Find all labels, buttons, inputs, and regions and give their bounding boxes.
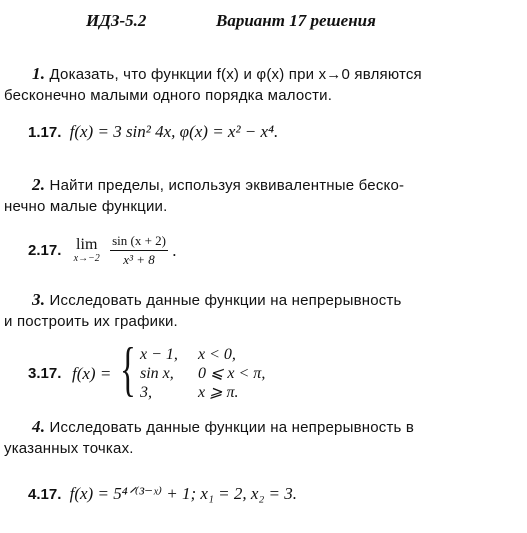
case-1 <box>140 345 400 364</box>
fraction-denominator: x³ + 8 <box>123 252 155 267</box>
limit-word: lim <box>76 235 98 253</box>
case-1-expr: x − 1, <box>140 346 178 363</box>
variant-title: Вариант 17 решения <box>216 11 376 30</box>
task-3-line-2: и построить их графики. <box>4 313 178 330</box>
task-3 <box>4 289 524 332</box>
task-3-line-1: Исследовать данные функции на непрерывность <box>49 292 402 309</box>
limit-fraction <box>110 233 168 268</box>
problem-3-17-label: 3.17. <box>28 365 62 382</box>
problem-4-17-expression: f(x) = 5⁴ᐟ⁽³⁻ˣ⁾ + 1; x₁ = 2, x₂ = 3. <box>69 484 297 503</box>
case-3 <box>140 383 400 402</box>
case-3-condition: x ⩾ π. <box>198 384 239 401</box>
task-2 <box>4 174 524 217</box>
task-1-line-2: бесконечно малыми одного порядка малости. <box>4 87 333 104</box>
case-3-expr: 3, <box>140 384 152 401</box>
task-3-number: 3. <box>32 290 46 309</box>
piecewise-cases <box>140 345 400 402</box>
case-2-expr: sin x, <box>140 365 174 382</box>
limit-subscript: x→−2 <box>73 252 100 264</box>
case-2 <box>140 364 400 383</box>
task-2-line-1: Найти пределы, используя эквивалентные беско- <box>49 177 405 194</box>
problem-2-17 <box>28 233 176 269</box>
task-4-line-1: Исследовать данные функции на непрерывность в <box>49 419 415 436</box>
task-2-number: 2. <box>32 175 46 194</box>
piecewise-lhs: f(x) = <box>72 364 112 383</box>
problem-1-17-expression: f(x) = 3 sin² 4x, φ(x) = x² − x⁴. <box>69 122 279 141</box>
task-1 <box>4 63 524 106</box>
case-1-condition: x < 0, <box>198 346 236 363</box>
task-4 <box>4 416 524 459</box>
problem-2-17-label: 2.17. <box>28 242 62 259</box>
task-4-line-2: указанных точках. <box>4 440 134 457</box>
problem-2-17-end: . <box>172 240 177 260</box>
task-4-number: 4. <box>32 417 46 436</box>
problem-1-17-label: 1.17. <box>28 124 62 141</box>
task-2-line-2: нечно малые функции. <box>4 198 168 215</box>
page-title: ИДЗ-5.2 <box>86 11 147 30</box>
task-1-line-1: Доказать, что функции f(x) и φ(x) при x→0 являются <box>49 66 422 83</box>
problem-4-17-label: 4.17. <box>28 486 62 503</box>
limit-operator <box>74 237 100 265</box>
left-brace: { <box>120 336 136 402</box>
problem-4-17 <box>28 484 297 504</box>
fraction-numerator: sin (x + 2) <box>110 233 168 251</box>
task-1-number: 1. <box>32 64 46 83</box>
case-2-condition: 0 ⩽ x < π, <box>198 365 266 382</box>
problem-1-17 <box>28 122 278 142</box>
